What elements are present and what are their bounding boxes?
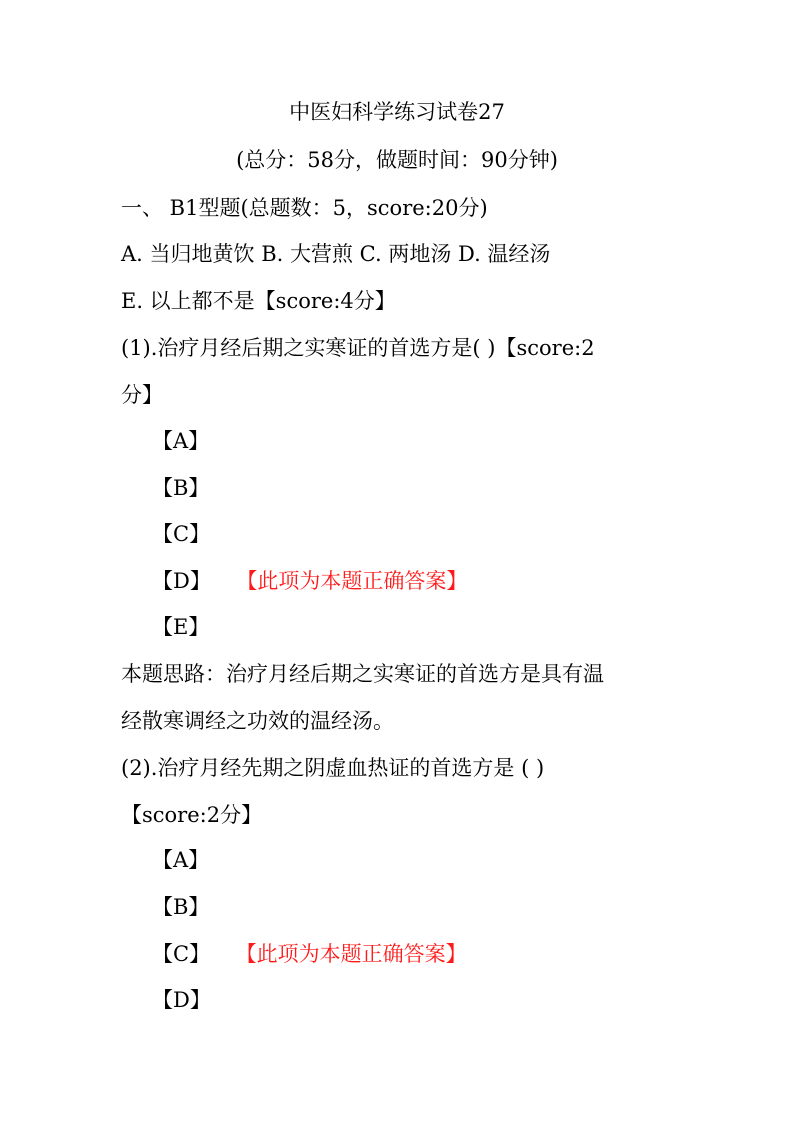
question-1-option-d-row [152,567,467,595]
question-1-option-b: 【B】 [152,476,210,500]
question-1-correct-answer-label: 【此项为本题正确答案】 [246,569,468,593]
question-1-option-c: 【C】 [152,522,211,546]
shared-options-line-1: A. 当归地黄饮 B. 大营煎 C. 两地汤 D. 温经汤 [121,242,551,266]
page-title: 中医妇科学练习试卷27 [289,100,505,124]
question-2-option-b: 【B】 [152,895,210,919]
question-1-option-d: 【D】 [152,569,211,593]
question-1-stem-line-2: 分】 [121,383,163,407]
question-2-stem-line-1: (2).治疗月经先期之阴虚血热证的首选方是 ( ) [121,756,545,780]
question-1-option-a: 【A】 [152,429,210,453]
page-subtitle: (总分：58分，做题时间：90分钟) [236,148,558,172]
question-2-option-c: 【C】 [152,942,211,966]
question-1-explanation-line-2: 经散寒调经之功效的温经汤。 [121,709,394,733]
question-1-explanation-line-1: 本题思路：治疗月经后期之实寒证的首选方是具有温 [121,662,604,686]
question-1-stem-line-1: (1).治疗月经后期之实寒证的首选方是( )【score:2 [121,336,595,360]
question-2-correct-answer-label: 【此项为本题正确答案】 [246,942,467,966]
shared-options-line-2: E. 以上都不是【score:4分】 [121,289,396,313]
question-2-stem-line-2: 【score:2分】 [121,803,263,827]
question-1-option-e: 【E】 [152,615,210,639]
question-2-option-a: 【A】 [152,848,210,872]
question-2-option-c-row [152,940,467,968]
question-2-option-d: 【D】 [152,988,211,1012]
section-heading: 一、 B1型题(总题数：5，score:20分) [121,196,488,220]
